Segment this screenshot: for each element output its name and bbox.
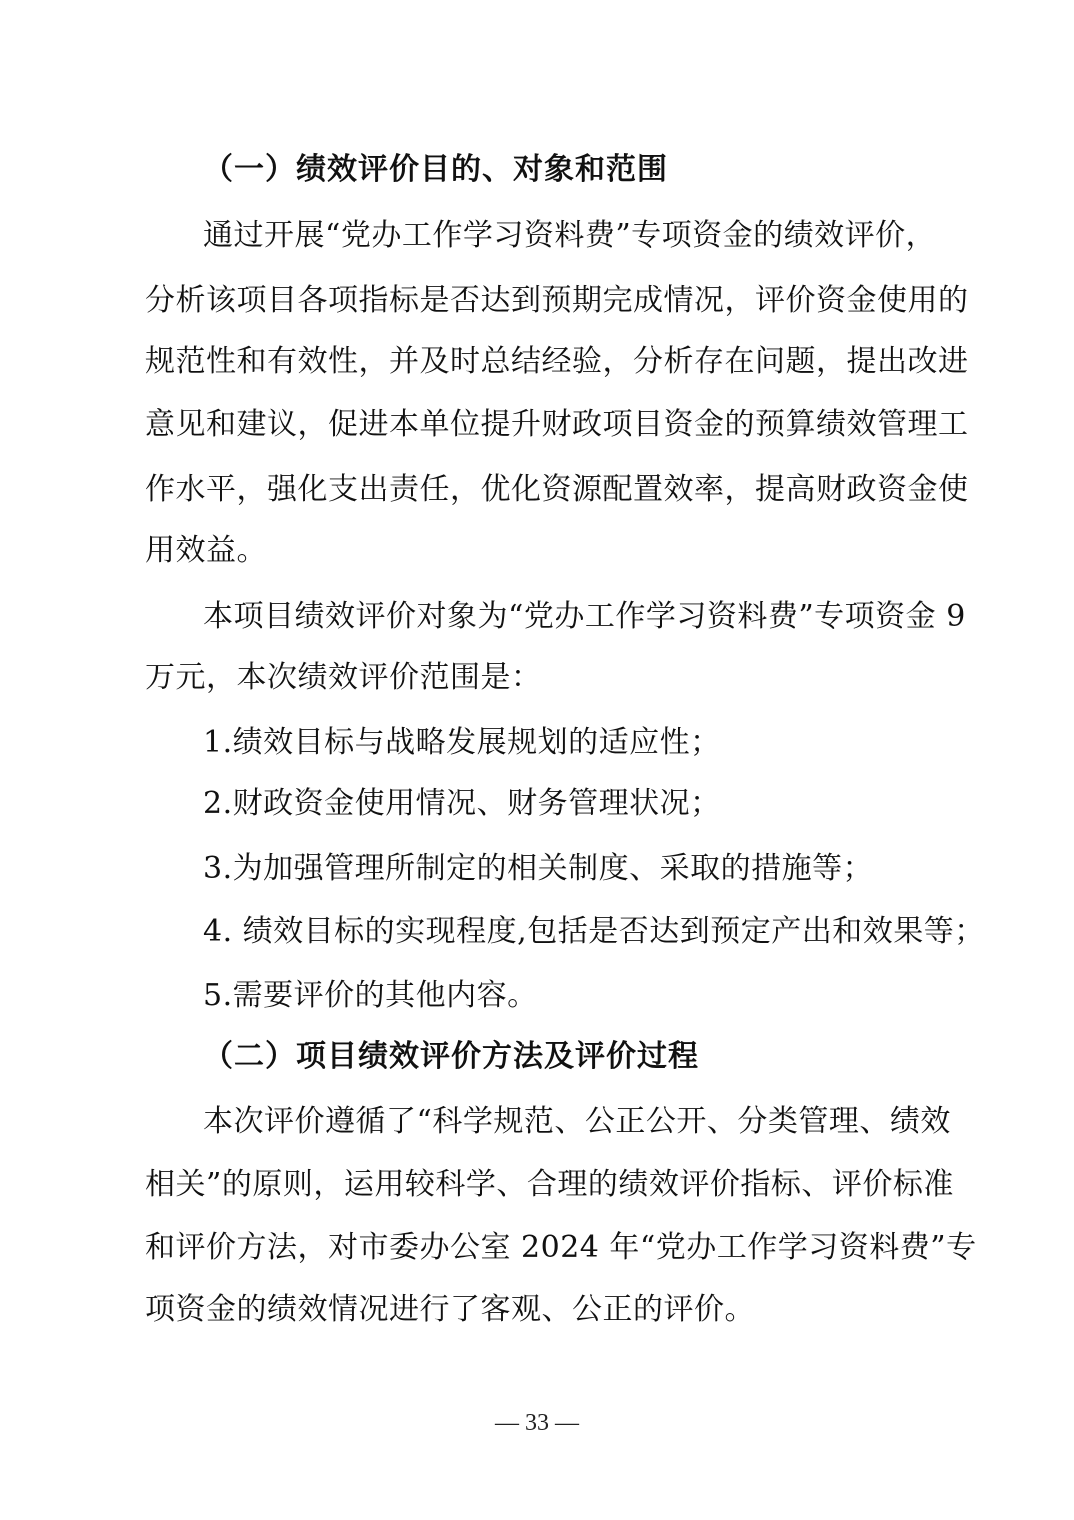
- paragraph-line: 项资金的绩效情况进行了客观、公正的评价。: [145, 1292, 755, 1327]
- paragraph-line: 相关”的原则，运用较科学、合理的绩效评价指标、评价标准: [145, 1167, 954, 1202]
- section-heading-1: （一）绩效评价目的、对象和范围: [203, 152, 668, 187]
- paragraph-line: 用效益。: [145, 533, 267, 568]
- paragraph-line: 规范性和有效性，并及时总结经验，分析存在问题，提出改进: [145, 344, 969, 379]
- paragraph-line: 作水平，强化支出责任，优化资源配置效率，提高财政资金使: [145, 472, 969, 507]
- list-item: 5.需要评价的其他内容。: [203, 978, 538, 1013]
- paragraph-line: 本次评价遵循了“科学规范、公正公开、分类管理、绩效: [203, 1104, 951, 1139]
- paragraph-line: 意见和建议，促进本单位提升财政项目资金的预算绩效管理工: [145, 407, 969, 442]
- list-item: 4. 绩效目标的实现程度,包括是否达到预定产出和效果等；: [203, 914, 985, 949]
- paragraph-line: 通过开展“党办工作学习资料费”专项资金的绩效评价，: [203, 218, 937, 253]
- paragraph-line: 分析该项目各项指标是否达到预期完成情况，评价资金使用的: [145, 283, 969, 318]
- paragraph-line: 本项目绩效评价对象为“党办工作学习资料费”专项资金 9: [203, 599, 966, 634]
- list-item: 1.绩效目标与战略发展规划的适应性；: [203, 725, 721, 760]
- page-number: — 33 —: [495, 1410, 579, 1436]
- paragraph-line: 万元，本次绩效评价范围是：: [145, 660, 542, 695]
- section-heading-2: （二）项目绩效评价方法及评价过程: [203, 1039, 699, 1074]
- paragraph-line: 和评价方法，对市委办公室 2024 年“党办工作学习资料费”专: [145, 1230, 977, 1265]
- list-item: 3.为加强管理所制定的相关制度、采取的措施等；: [203, 851, 874, 886]
- list-item: 2.财政资金使用情况、财务管理状况；: [203, 786, 721, 821]
